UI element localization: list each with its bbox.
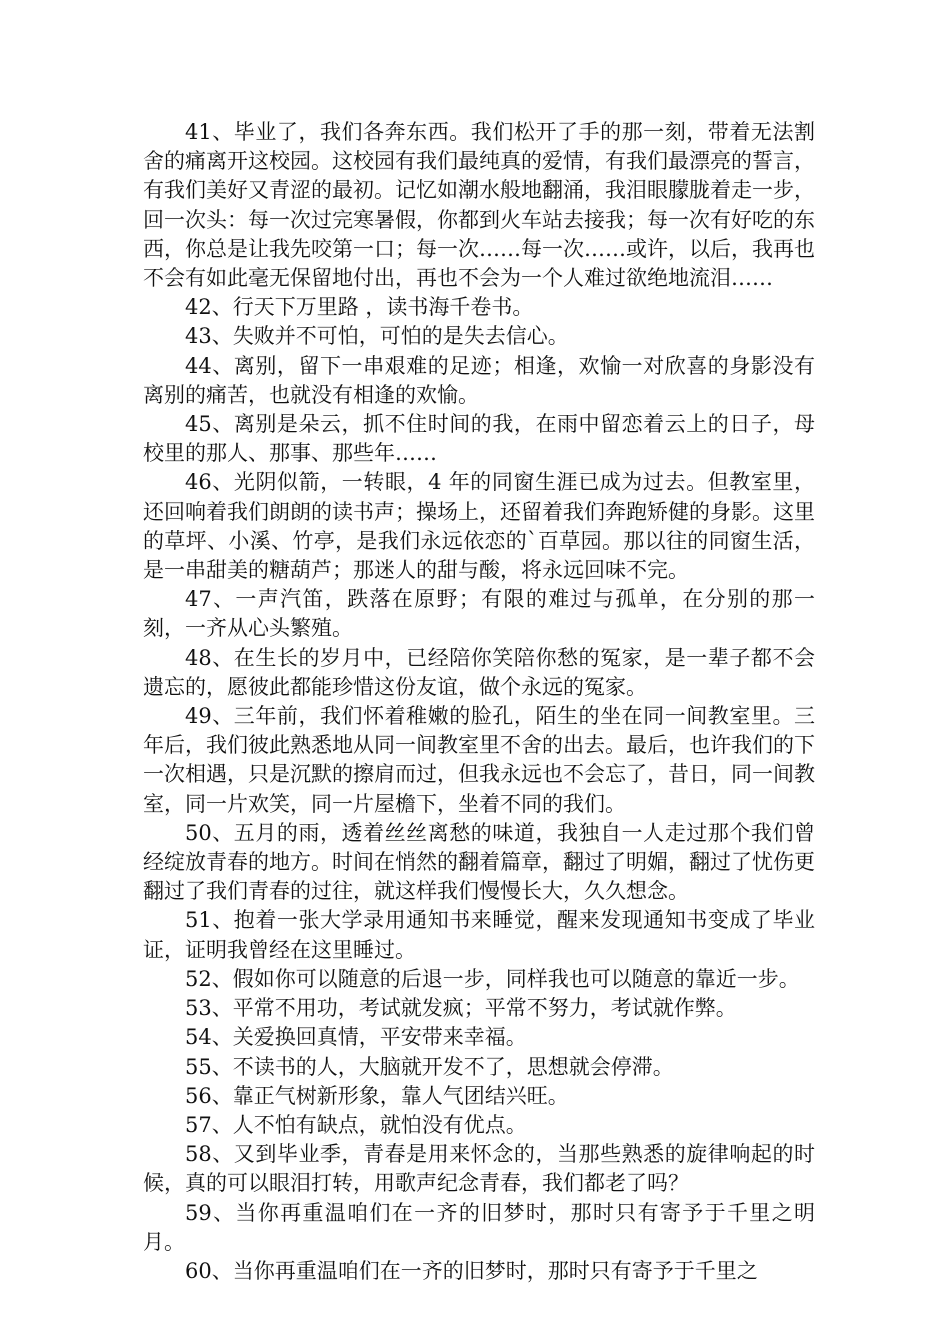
paragraph-48: 48、在生长的岁月中，已经陪你笑陪你愁的冤家，是一辈子都不会遗忘的，愿彼此都能珍惜这份友谊，做个永远的冤家。 bbox=[143, 645, 815, 699]
paragraph-56: 56、靠正气树新形象，靠人气团结兴旺。 bbox=[185, 1083, 569, 1108]
paragraph-41: 41、毕业了，我们各奔东西。我们松开了手的那一刻，带着无法割舍的痛离开这校园。这校园有我们最纯真的爱情，有我们最漂亮的誓言，有我们美好又青涩的最初。记忆如潮水般地翻涌，我泪眼朦胧着走一步，回一次头：每一次过完寒暑假，你都到火车站去接我；每一次有好吃的东西，你总是让我先咬第一口；每一次……每一次……或许，以后，我再也不会有如此毫无保留地付出，再也不会为一个人难过欲绝地流泪…… bbox=[143, 120, 815, 291]
paragraph-47: 47、一声汽笛，跌落在原野；有限的难过与孤单，在分别的那一刻，一齐从心头繁殖。 bbox=[143, 587, 815, 641]
paragraph-43: 43、失败并不可怕，可怕的是失去信心。 bbox=[185, 324, 569, 349]
paragraph-53: 53、平常不用功，考试就发疯；平常不努力，考试就作弊。 bbox=[185, 996, 737, 1021]
paragraph-59: 59、当你再重温咱们在一齐的旧梦时，那时只有寄予于千里之明月。 bbox=[143, 1200, 815, 1254]
paragraph-46: 46、光阴似箭，一转眼，4 年的同窗生涯已成为过去。但教室里，还回响着我们朗朗的读书声；操场上，还留着我们奔跑矫健的身影。这里的草坪、小溪、竹亭，是我们永远依恋的`百草园。那以往的同窗生活，是一串甜美的糖葫芦；那迷人的甜与酸，将永远回味不完。 bbox=[143, 470, 815, 583]
document-page bbox=[143, 118, 815, 1286]
paragraph-52: 52、假如你可以随意的后退一步，同样我也可以随意的靠近一步。 bbox=[185, 966, 800, 991]
paragraph-60: 60、当你再重温咱们在一齐的旧梦时，那时只有寄予于千里之 bbox=[185, 1258, 758, 1283]
paragraph-57: 57、人不怕有缺点，就怕没有优点。 bbox=[185, 1112, 527, 1137]
paragraph-51: 51、抱着一张大学录用通知书来睡觉，醒来发现通知书变成了毕业证，证明我曾经在这里睡过。 bbox=[143, 908, 815, 962]
paragraph-55: 55、不读书的人，大脑就开发不了，思想就会停滞。 bbox=[185, 1054, 674, 1079]
paragraph-49: 49、三年前，我们怀着稚嫩的脸孔，陌生的坐在同一间教室里。三年后，我们彼此熟悉地从同一间教室里不舍的出去。最后，也许我们的下一次相遇，只是沉默的擦肩而过，但我永远也不会忘了，昔日，同一间教室，同一片欢笑，同一片屋檐下，坐着不同的我们。 bbox=[143, 704, 815, 816]
paragraph-44: 44、离别，留下一串艰难的足迹；相逢，欢愉一对欣喜的身影没有离别的痛苦，也就没有相逢的欢愉。 bbox=[143, 353, 815, 407]
paragraph-42: 42、行天下万里路 ，读书海千卷书。 bbox=[185, 295, 534, 320]
paragraph-54: 54、关爱换回真情，平安带来幸福。 bbox=[185, 1025, 527, 1050]
paragraph-50: 50、五月的雨，透着丝丝离愁的味道，我独自一人走过那个我们曾经绽放青春的地方。时间在悄然的翻着篇章，翻过了明媚，翻过了忧伤更翻过了我们青春的过往，就这样我们慢慢长大，久久想念。 bbox=[143, 820, 815, 904]
paragraph-58: 58、又到毕业季，青春是用来怀念的，当那些熟悉的旋律响起的时候，真的可以眼泪打转，用歌声纪念青春，我们都老了吗？ bbox=[143, 1142, 815, 1196]
paragraph-45: 45、离别是朵云，抓不住时间的我，在雨中留恋着云上的日子，母校里的那人、那事、那些年…… bbox=[143, 412, 815, 466]
